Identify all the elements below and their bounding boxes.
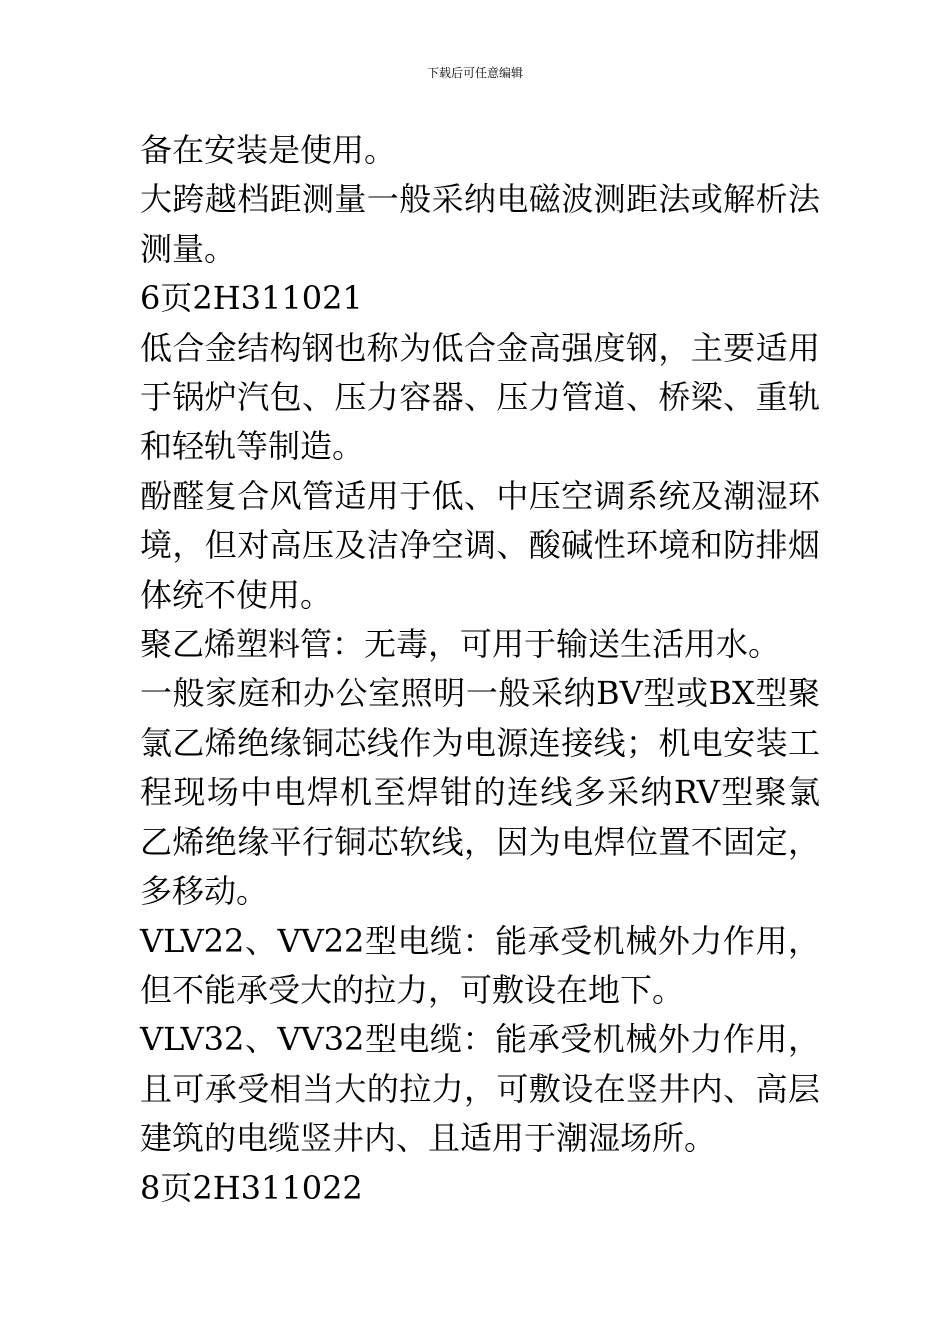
paragraph-vv22-cable: VLV22、VV22型电缆：能承受机械外力作用，但不能承受大的拉力，可敷设在地下。: [140, 921, 820, 1009]
document-body: [140, 126, 820, 1213]
page-reference-6: 6页2H311021: [140, 279, 363, 318]
paragraph-low-alloy-steel: 低合金结构钢也称为低合金高强度钢，主要适用于锅炉汽包、压力容器、压力管道、桥梁、重轨和轻轨等制造。: [140, 328, 820, 466]
page-reference-8: 8页2H311022: [140, 1168, 363, 1207]
paragraph-phenolic-duct: 酚醛复合风管适用于低、中压空调系统及潮湿环境，但对高压及洁净空调、酸碱性环境和防排烟体统不使用。: [140, 476, 820, 614]
paragraph-1: 备在安装是使用。: [140, 131, 397, 169]
paragraph-pe-pipe: 聚乙烯塑料管：无毒，可用于输送生活用水。: [140, 625, 781, 664]
paragraph-vv32-cable: VLV32、VV32型电缆：能承受机械外力作用，且可承受相当大的拉力，可敷设在竖井内、高层建筑的电缆竖井内、且适用于潮湿场所。: [140, 1020, 820, 1158]
header-note: 下载后可任意编辑: [426, 66, 523, 80]
paragraph-wiring: 一般家庭和办公室照明一般采纳BV型或BX型聚氯乙烯绝缘铜芯线作为电源连接线；机电安装工程现场中电焊机至焊钳的连线多采纳RV型聚氯乙烯绝缘平行铜芯软线，因为电焊位置不固定，多移动。: [140, 674, 820, 911]
paragraph-2: 大跨越档距测量一般采纳电磁波测距法或解析法测量。: [140, 180, 820, 268]
